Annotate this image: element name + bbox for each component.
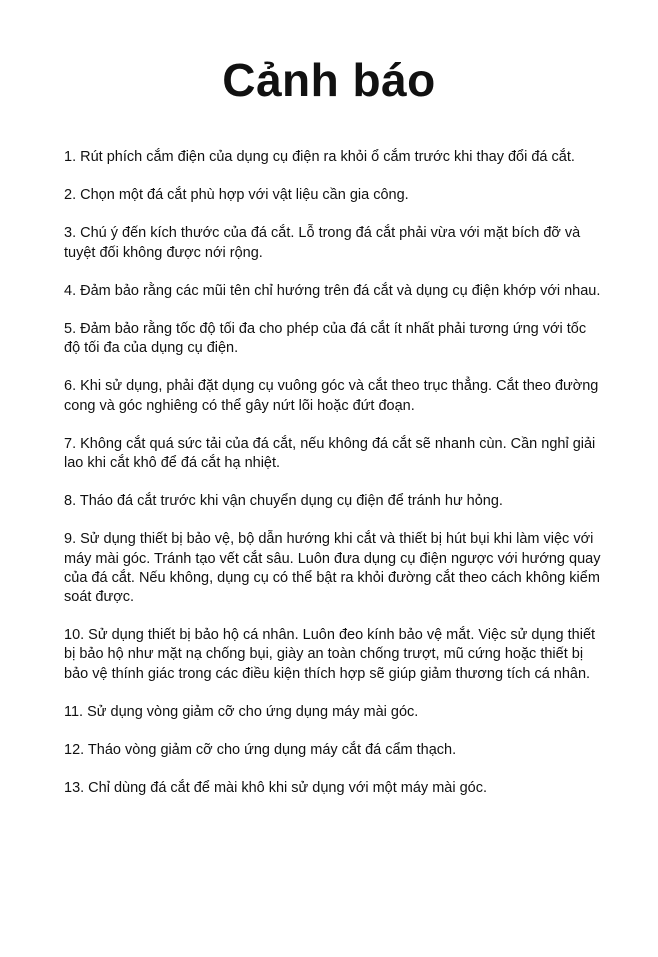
warning-item-4: 4. Đảm bảo rằng các mũi tên chỉ hướng trên đá cắt và dụng cụ điện khớp với nhau. bbox=[64, 282, 601, 299]
warning-item-5: 5. Đảm bảo rằng tốc độ tối đa cho phép của đá cắt ít nhất phải tương ứng với tốc độ tối đa của dụng cụ điện. bbox=[64, 321, 587, 357]
warning-item-12: 12. Tháo vòng giảm cỡ cho ứng dụng máy cắt đá cẩm thạch. bbox=[64, 742, 457, 759]
warning-item-1: 1. Rút phích cắm điện của dụng cụ điện ra khỏi ổ cắm trước khi thay đổi đá cắt. bbox=[64, 149, 575, 165]
warning-item-9: 9. Sử dụng thiết bị bảo vệ, bộ dẫn hướng khi cắt và thiết bị hút bụi khi làm việc với máy mài góc. Tránh tạo vết cắt sâu. Luôn đưa dụng cụ điện ngược với hướng quay của đá cắt. Nếu không, dụng cụ có thể bật ra khỏi đường cắt theo cách không kiểm soát được. bbox=[64, 531, 601, 606]
warning-item-11: 11. Sử dụng vòng giảm cỡ cho ứng dụng máy mài góc. bbox=[64, 703, 419, 720]
warning-item-10: 10. Sử dụng thiết bị bảo hộ cá nhân. Luôn đeo kính bảo vệ mắt. Việc sử dụng thiết bị bảo hộ như mặt nạ chống bụi, giày an toàn chống trượt, mũ cứng hoặc thiết bị bảo vệ thính giác trong các điều kiện thích hợp sẽ giúp giảm thương tích cá nhân. bbox=[64, 627, 596, 682]
warning-item-3: 3. Chú ý đến kích thước của đá cắt. Lỗ trong đá cắt phải vừa với mặt bích đỡ và tuyệt đối không được nới rộng. bbox=[64, 225, 581, 261]
warning-item-7: 7. Không cắt quá sức tải của đá cắt, nếu không đá cắt sẽ nhanh cùn. Cần nghỉ giải lao khi cắt khô để đá cắt hạ nhiệt. bbox=[64, 435, 596, 472]
warning-item-13: 13. Chỉ dùng đá cắt để mài khô khi sử dụng với một máy mài góc. bbox=[64, 780, 488, 797]
warning-item-8: 8. Tháo đá cắt trước khi vận chuyển dụng cụ điện để tránh hư hỏng. bbox=[64, 493, 503, 510]
warning-item-2: 2. Chọn một đá cắt phù hợp với vật liệu cần gia công. bbox=[64, 187, 409, 204]
warning-item-6: 6. Khi sử dụng, phải đặt dụng cụ vuông góc và cắt theo trục thẳng. Cắt theo đường cong và góc nghiêng có thể gây nứt lõi hoặc đứt đoạn. bbox=[64, 378, 599, 414]
warning-list bbox=[64, 148, 604, 817]
page-title: Cảnh báo bbox=[222, 54, 436, 106]
